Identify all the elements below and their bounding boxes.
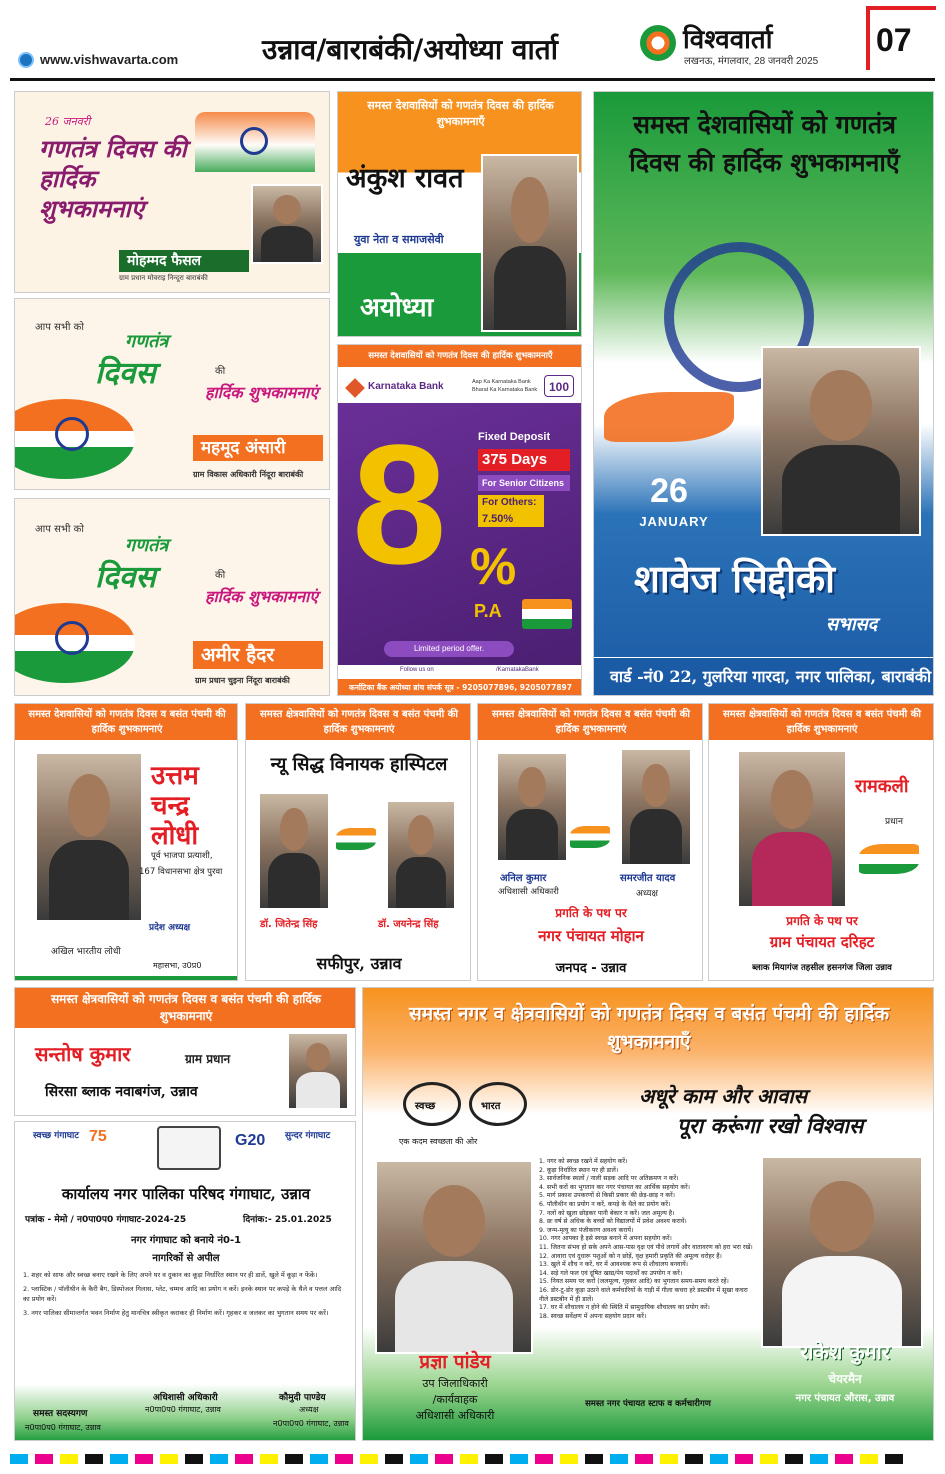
uttam-name-3: लोधी (151, 821, 199, 851)
saffron-swoosh (604, 392, 734, 442)
bank-rate-percent: % (470, 538, 517, 596)
auras-point: 9. जन्म-मृत्यु का पंजीकरण अवश्य करायें। (539, 1226, 634, 1234)
greeting-line-1: गणतंत्र (125, 535, 169, 556)
auras-point: 12. आवारा एवं दुधारू पशुओं को न छोड़ें, वृक्ष हमारी प्रकृति की अमूल्य धरोहर हैं। (539, 1252, 722, 1260)
sign-mid-2: न0पा0प0 गंगाघाट, उन्नाव (145, 1405, 221, 1414)
faisal-name: मोहम्मद फैसल (119, 250, 249, 272)
color-swatch (60, 1454, 78, 1464)
pragya-role-2: /कार्यवाहक (432, 1393, 478, 1406)
auras-point: 5. मार्ग प्रकाश उपकरणों से किसी प्रकार की छेड़-छाड़ न करें। (539, 1192, 675, 1200)
ad-nagar-panchayat-mohan (477, 703, 703, 981)
auras-point: 15. नियत समय पर करों (जलमूल्य, गृहकर आदि) का भुगतान समय-समय करते रहें। (539, 1278, 729, 1286)
mohan-line-1: प्रगति के पथ पर (555, 906, 627, 920)
uttam-name-1: उत्तम (151, 761, 199, 791)
ad-uttam-chandra-lodhi (14, 703, 238, 981)
bank-rate-pa: P.A (474, 601, 502, 621)
person-1-photo (496, 752, 568, 862)
shavez-photo (761, 346, 921, 536)
faisal-photo (251, 184, 323, 264)
sign-right-2: अध्यक्ष (299, 1405, 319, 1414)
doctor-1-photo (258, 792, 330, 910)
republic-day-badge: 26 (650, 472, 688, 510)
gangaghat-points (23, 1270, 349, 1318)
faisal-greeting: गणतंत्र दिवस की हार्दिक शुभकामनाएं (39, 134, 187, 223)
website-link[interactable]: www.vishwavarta.com (40, 52, 179, 67)
color-swatch (860, 1454, 878, 1464)
rakesh-name: राकेश कुमार (800, 1340, 890, 1364)
color-swatch (560, 1454, 578, 1464)
color-swatch (710, 1454, 728, 1464)
bank-centenary-badge: 100 (544, 375, 574, 397)
auras-point: 10. नगर आपका है इसे स्वच्छ बनाने में अपना सहयोग करें। (539, 1235, 672, 1243)
section-title: उन्नाव/बाराबंकी/अयोध्या वार्ता (262, 33, 558, 66)
color-swatch (385, 1454, 403, 1464)
sign-mid-1: अधिशासी अधिकारी (153, 1393, 218, 1403)
rakesh-photo (761, 1156, 923, 1348)
person-1-name: अनिल कुमार (500, 873, 547, 884)
greeting-line-2: दिवस (95, 560, 156, 595)
color-swatch (235, 1454, 253, 1464)
santosh-name: सन्तोष कुमार (35, 1042, 131, 1066)
color-swatch (185, 1454, 203, 1464)
slogan-2: पूरा करूंगा रखो विश्वास (677, 1113, 864, 1138)
color-swatch (360, 1454, 378, 1464)
mohan-header: समस्त क्षेत्रवासियों को गणतंत्र दिवस व बसंत पंचमी की हार्दिक शुभकामनाएं (478, 704, 703, 740)
ad-ankush-rawat (337, 91, 582, 337)
ameer-name: अमीर हैदर (193, 641, 323, 669)
header-rule (10, 78, 935, 81)
uttam-photo (35, 752, 143, 922)
fd-days: 375 Days (478, 449, 570, 471)
santosh-place: सिरसा ब्लाक नवाबगंज, उन्नाव (45, 1084, 198, 1100)
flag-icon (570, 826, 610, 848)
color-swatch (760, 1454, 778, 1464)
color-swatch (460, 1454, 478, 1464)
rakesh-role-1: चेयरमैन (828, 1372, 862, 1386)
ad-santosh-kumar (14, 987, 356, 1116)
color-swatch (535, 1454, 553, 1464)
republic-day-badge-month: JANUARY (639, 514, 709, 529)
ad-new-siddh-vinayak-hospital (245, 703, 471, 981)
color-swatch (885, 1454, 903, 1464)
greeting-line-3: की (215, 570, 226, 581)
color-swatch (35, 1454, 53, 1464)
globe-icon (18, 52, 34, 68)
greeting-line-2: दिवस (95, 356, 156, 391)
auras-point: 11. जितना संभव हो सके अपने आस-पास वृक्ष एवं पौधे लगायें और वातावरण को हरा भरा रखें। (539, 1243, 753, 1251)
sign-right-3: न0पा0प0 गंगाघाट, उन्नाव (273, 1419, 349, 1428)
auras-point: 16. डोर-टू-डोर कूड़ा उठाने वाले कर्मचारियों के गाड़ी में गीला कचरा हरे डस्टबीन में सूखा कचरा नीले डस्टबीन में ही डालें। (539, 1286, 748, 1303)
uttam-detail-2: 167 विधानसभा क्षेत्र पुरवा (139, 867, 223, 877)
color-swatch (285, 1454, 303, 1464)
gangaghat-subtitle-1: नगर गंगाघाट को बनाये नं0-1 (130, 1235, 242, 1246)
ramkali-role: प्रधान (885, 817, 903, 827)
auras-point: 2. कूड़ा निर्धारित स्थान पर ही डालें। (539, 1166, 619, 1174)
uttam-detail-4: अखिल भारतीय लोधी (51, 947, 121, 957)
auras-point: 3. सार्वजनिक स्थलों / नाली सड़क आदि पर अतिक्रमण न करें। (539, 1175, 679, 1183)
person-1-role: अधिशासी अधिकारी (498, 887, 559, 897)
color-swatch (735, 1454, 753, 1464)
masthead (0, 0, 945, 82)
follow-handle: /KarnatakaBank (496, 667, 539, 673)
intro: आप सभी को (35, 524, 84, 535)
bank-header: समस्त देशवासियों को गणतंत्र दिवस की हार्दिक शुभकामनाएँ (338, 345, 582, 367)
ad-mahmood-ansari (14, 298, 330, 490)
auras-point: 8. छः वर्ष से अधिक के बच्चों को विद्यालयों में प्रवेश अवश्य करायें। (539, 1218, 687, 1226)
limited-offer: Limited period offer. (384, 641, 514, 657)
color-swatch (10, 1454, 28, 1464)
chakra-icon (55, 621, 89, 655)
hospital-header: समस्त क्षेत्रवासियों को गणतंत्र दिवस व बसंत पंचमी की हार्दिक शुभकामनाएं (246, 704, 471, 740)
gangaghat-title: कार्यालय नगर पालिका परिषद गंगाघाट, उन्नाव (61, 1185, 311, 1203)
hospital-place: सफीपुर, उन्नाव (316, 954, 402, 973)
person-2-photo (620, 748, 692, 866)
pragya-photo (375, 1160, 533, 1354)
bank-tagline-2: Bharat Ka Karnataka Bank (472, 387, 538, 393)
chakra-icon (240, 127, 268, 155)
color-swatch (135, 1454, 153, 1464)
follow-label: Follow us on (400, 667, 434, 673)
color-swatch (835, 1454, 853, 1464)
left-tag: स्वच्छ गंगाघाट (33, 1131, 79, 1141)
color-swatch (660, 1454, 678, 1464)
shavez-address: वार्ड -नं0 22, गुलरिया गारदा, नगर पालिका, बाराबंकी (610, 667, 932, 686)
ramkali-line-2: ग्राम पंचायत दरिहट (769, 933, 875, 951)
g20-logo: G20 (235, 1132, 266, 1149)
page-number: 07 (876, 22, 912, 58)
flag-icon (522, 599, 572, 629)
paper-logo-icon (640, 25, 676, 61)
auras-point: 6. पॉलीथीन का प्रयोग न करें, कपड़े के थैले का प्रयोग करें। (539, 1200, 671, 1208)
flag-icon (859, 844, 919, 874)
faisal-subtitle: ग्राम प्रधान मोवराइ निन्दूरा बाराबंकी (119, 274, 208, 282)
shavez-role: सभासद (826, 614, 878, 635)
color-swatch (160, 1454, 178, 1464)
uttam-name-2: चन्द्र (151, 791, 190, 821)
greeting-line-4: हार्दिक शुभकामनाएं (205, 587, 319, 606)
color-registration-strip (10, 1452, 935, 1466)
color-swatch (810, 1454, 828, 1464)
color-swatch (210, 1454, 228, 1464)
color-swatch (485, 1454, 503, 1464)
santosh-role: ग्राम प्रधान (185, 1052, 231, 1066)
person-2-role: अध्यक्ष (636, 889, 658, 899)
pragya-role-1: उप जिलाधिकारी (422, 1377, 488, 1390)
right-tag: सुन्दर गंगाघाट (285, 1131, 331, 1141)
bank-logo-icon (345, 378, 365, 398)
pragya-name: प्रज्ञा पांडेय (419, 1351, 491, 1373)
bank-rate: 8 (352, 410, 447, 600)
auras-point: 14. सड़े गले फल एवं दूषित खाद्य/पेय पदार्थों का उपयोग न करें। (539, 1269, 683, 1277)
sign-left-2: न0पा0प0 गंगाघाट, उन्नाव (25, 1423, 101, 1432)
auras-point: 17. घर में शौचालय न होने की स्थिति में सामुदायिक शौचालय का प्रयोग करें। (539, 1304, 710, 1312)
ad-nagar-panchayat-auras (362, 987, 934, 1441)
dateline: लखनऊ, मंगलवार, 28 जनवरी 2025 (684, 56, 819, 67)
color-swatch (585, 1454, 603, 1464)
pragya-role-3: अधिशासी अधिकारी (415, 1409, 495, 1422)
mahmood-subtitle: ग्राम विकास अधिकारी निंदूरा बाराबंकी (193, 470, 304, 479)
ad-ameer-haider (14, 498, 330, 696)
ad-ramkali (708, 703, 934, 981)
uttam-flag-stripe (15, 976, 238, 981)
greeting-line-3: की (215, 366, 226, 377)
uttam-detail-5: महासभा, उ0प्र0 (153, 961, 202, 970)
color-swatch (410, 1454, 428, 1464)
ankush-role: युवा नेता व समाजसेवी (354, 233, 444, 246)
intro: आप सभी को (35, 322, 84, 333)
santosh-header: समस्त क्षेत्रवासियों को गणतंत्र दिवस व बसंत पंचमी की हार्दिक शुभकामनाएं (15, 988, 356, 1028)
paper-name: विश्ववार्ता (683, 25, 773, 55)
ramkali-name: रामकली (855, 776, 909, 797)
color-swatch (435, 1454, 453, 1464)
slogan-1: अधूरे काम और आवास (639, 1084, 808, 1108)
auras-header: समस्त नगर व क्षेत्रवासियों को गणतंत्र दिवस व बसंत पंचमी की हार्दिक शुभकामनाएँ (408, 1003, 890, 1053)
auras-points (539, 1158, 755, 1321)
gangaghat-point: 1. शहर को साफ और स्वच्छ बनाए रखने के लिए अपने घर व दुकान का कूड़ा निर्धारित स्थान पर ही डालें, खुले में कूड़ा न फेंकें। (23, 1271, 318, 1279)
doctor-1-name: डॉ. जितेन्द्र सिंह (260, 919, 318, 930)
color-swatch (85, 1454, 103, 1464)
ad-shavez-siddiqui (593, 91, 934, 696)
ankush-photo (481, 154, 579, 332)
ankush-place: अयोध्या (360, 293, 434, 323)
ramkali-header: समस्त क्षेत्रवासियों को गणतंत्र दिवस व बसंत पंचमी की हार्दिक शुभकामनाएं (709, 704, 934, 740)
ankush-header: समस्त देशवासियों को गणतंत्र दिवस की हार्दिक शुभकामनाएँ (367, 99, 554, 128)
auras-point: 7. नलों को खुला छोड़कर पानी बेकार न करें। जल अमूल्य है। (539, 1209, 675, 1217)
auras-point: 4. सभी करों का भुगतान कर नगर पंचायत का आर्थिक सहयोग करें। (539, 1183, 690, 1191)
santosh-photo (287, 1032, 349, 1110)
ramkali-photo (737, 750, 847, 908)
auras-point: 1. नगर को स्वच्छ रखने में सहयोग करें। (539, 1158, 628, 1165)
municipal-seal-icon (157, 1126, 221, 1170)
color-swatch (110, 1454, 128, 1464)
fd-others-label: For Others: (478, 495, 544, 511)
swachh-word: स्वच्छ (415, 1101, 436, 1112)
uttam-header: समस्त देशवासियों को गणतंत्र दिवस व बसंत पंचमी की हार्दिक शुभकामनाएं (15, 704, 238, 740)
flag-icon (336, 828, 376, 850)
auras-point: 13. खुले में शौच न करें, घर में आवश्यक रूप से शौचालय बनवायें। (539, 1261, 689, 1269)
hospital-title: न्यू सिद्ध विनायक हास्पिटल (270, 754, 448, 775)
color-swatch (510, 1454, 528, 1464)
gangaghat-subtitle-2: नागरिकों से अपील (152, 1253, 220, 1264)
bharat-word: भारत (481, 1101, 501, 1112)
uttam-detail-3: प्रदेश अध्यक्ष (149, 923, 191, 933)
ad-nagar-palika-gangaghat (14, 1121, 356, 1441)
gangaghat-point: 2. प्लास्टिक / पॉलीथीन के कैरी बैग, डिस्पोजल गिलास, प्लेट, चम्मच आदि का प्रयोग न करें। इनके स्थान पर कपड़े के थैले व पत्तल आदि का प्रयोग करें। (23, 1285, 342, 1303)
mohan-line-2: नगर पंचायत मोहान (538, 927, 644, 945)
gangaghat-date: दिनांक:- 25.01.2025 (243, 1215, 332, 1225)
color-swatch (635, 1454, 653, 1464)
color-swatch (335, 1454, 353, 1464)
color-swatch (785, 1454, 803, 1464)
rakesh-role-2: नगर पंचायत औरास, उन्नाव (795, 1393, 895, 1404)
ankush-name: अंकुश रावत (346, 163, 464, 194)
bank-footer: कर्नाटिका बैंक अयोध्या ब्रांच संपर्क सूत्र - 9205077896, 9205077897 (338, 679, 582, 696)
color-swatch (310, 1454, 328, 1464)
color-swatch (260, 1454, 278, 1464)
mohan-place: जनपद - उन्नाव (555, 961, 627, 976)
azadi-logo: 75 (89, 1128, 107, 1145)
fd-others-rate: 7.50% (478, 511, 544, 527)
bank-tagline-1: Aap Ka Karnataka Bank (472, 379, 531, 385)
swachh-tag: एक कदम स्वच्छता की ओर (399, 1137, 478, 1146)
sign-left-1: समस्त सदस्यगण (33, 1409, 88, 1419)
color-swatch (610, 1454, 628, 1464)
greeting-line-1: गणतंत्र (125, 331, 169, 352)
color-swatch (685, 1454, 703, 1464)
ad-mohammad-faisal (14, 91, 330, 293)
gangaghat-point: 3. नगर पालिका सीमान्तर्गत भवन निर्माण हेतु मानचित्र स्वीकृत कराकर ही निर्माण करें। गृहकर व जलकर का भुगतान समय पर करें। (23, 1309, 329, 1317)
fd-for: For Senior Citizens (478, 475, 570, 491)
shavez-header: समस्त देशवासियों को गणतंत्र दिवस की हार्दिक शुभकामनाएँ (629, 110, 900, 177)
ramkali-footer: ब्लाक मियागंज तहसील हसनगंज जिला उन्नाव (752, 963, 892, 973)
mahmood-name: महमूद अंसारी (193, 435, 323, 461)
bank-name: Karnataka Bank (368, 381, 444, 392)
ramkali-line-1: प्रगति के पथ पर (786, 914, 858, 928)
gangaghat-ref: पत्रांक - मेमो / न0पा0प0 गंगाघाट-2024-25 (25, 1215, 187, 1225)
chakra-icon (55, 417, 89, 451)
ad-karnataka-bank (337, 344, 582, 696)
doctor-2-name: डॉ. जयनेन्द्र सिंह (378, 919, 439, 930)
fd-title: Fixed Deposit (478, 431, 551, 443)
faisal-date: 26 जनवरी (45, 115, 91, 128)
shavez-name: शावेज सिद्दीकी (634, 556, 836, 601)
auras-point: 18. स्वच्छ सर्वेक्षण में अपना सहयोग प्रदान करें। (539, 1312, 647, 1320)
greeting-line-4: हार्दिक शुभकामनाएं (205, 383, 319, 402)
sign-right-1: कौमुदी पाण्डेय (279, 1393, 326, 1403)
doctor-2-photo (386, 800, 456, 910)
person-2-name: समरजीत यादव (620, 873, 676, 884)
uttam-detail-1: पूर्व भाजपा प्रत्याशी, (151, 851, 213, 861)
ameer-subtitle: ग्राम प्रधान चुइना निंदूरा बाराबंकी (195, 676, 290, 685)
staff-line: समस्त नगर पंचायत स्टाफ व कर्मचारीगण (585, 1399, 711, 1409)
